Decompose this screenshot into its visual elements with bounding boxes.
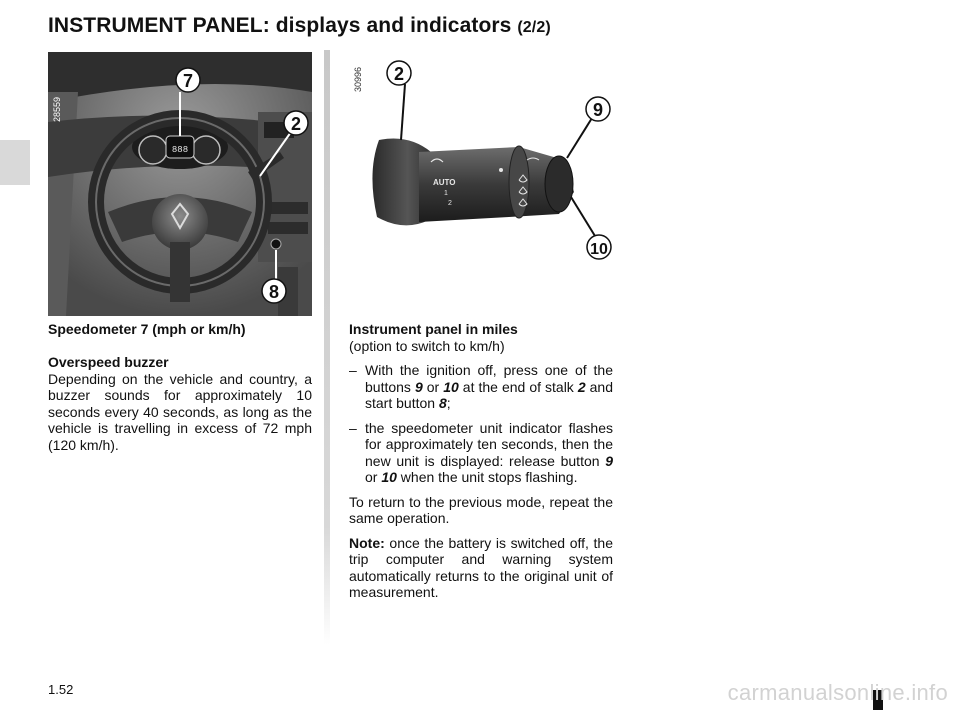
item-text: the speedometer unit indicator flashes for approximately ten seconds, then the new unit is displayed: release button [365, 419, 613, 469]
list-item [349, 420, 613, 486]
photo-ref-code: 28559 [52, 96, 62, 122]
callout-8-label: 8 [268, 282, 280, 302]
left-column [48, 321, 312, 453]
section-tab [0, 140, 30, 185]
dashboard-illustration [48, 52, 312, 316]
item-text: or [365, 469, 382, 485]
stalk-illustration [349, 52, 613, 316]
note-text: once the battery is switched off, the trip computer and warning system automatically returns to the original unit of measurement. [349, 534, 613, 600]
watermark: carmanualsonline.info [727, 680, 948, 705]
speedometer-heading: Speedometer 7 (mph or km/h) [48, 321, 246, 337]
button-ref-10: 10 [381, 469, 397, 485]
button-ref-9: 9 [605, 452, 613, 469]
overspeed-heading: Overspeed buzzer [48, 354, 169, 370]
cluster-display-text: 888 [171, 145, 189, 155]
item-text: at the end of stalk [458, 378, 578, 395]
stalk-label-1: 1 [444, 190, 448, 197]
note-label: Note: [349, 534, 385, 551]
column-divider [324, 50, 330, 645]
note-paragraph [349, 535, 613, 601]
item-text: With the ignition off, press one of the buttons [365, 362, 613, 395]
page-title-main: INSTRUMENT PANEL: displays and indicators [48, 14, 512, 37]
item-text: ; [446, 395, 451, 411]
page-title [48, 14, 551, 38]
item-text: and start button [365, 378, 613, 411]
callout-2-label: 2 [290, 114, 302, 134]
stalk-ref-code: 30996 [353, 66, 363, 92]
page-number: 1.52 [48, 682, 74, 697]
callout-7 [176, 68, 200, 92]
callout-2-stalk-label: 2 [393, 64, 405, 84]
item-text: or [422, 378, 444, 395]
stalk-ref-2: 2 [577, 378, 586, 395]
stalk-label-auto: AUTO [433, 178, 456, 187]
callout-9-label: 9 [592, 100, 604, 120]
callout-2 [284, 111, 308, 135]
return-text: To return to the previous mode, repeat the same operation. [349, 493, 613, 526]
right-column [349, 321, 613, 601]
stalk-drawing [349, 52, 613, 316]
stalk-label-2: 2 [448, 200, 452, 207]
callout-10 [587, 235, 611, 259]
callout-10-label: 10 [590, 241, 608, 258]
miles-subheading: (option to switch to km/h) [349, 337, 505, 354]
item-text: when the unit stops flashing. [396, 469, 578, 485]
overspeed-body: Depending on the vehicle and country, a buzzer sounds for approximately 10 seconds every 40 seconds, as long as the vehicle is travelling in excess of 72 mph (120 km/h). [48, 370, 312, 453]
callout-line-9 [567, 118, 592, 158]
button-ref-9: 9 [414, 378, 423, 395]
page-title-suffix: (2/2) [517, 19, 551, 36]
callout-8 [262, 279, 286, 303]
list-item [349, 362, 613, 412]
list-dash: – [349, 362, 357, 378]
button-ref-10: 10 [443, 378, 459, 395]
callout-line-10 [571, 197, 595, 236]
button-ref-8: 8 [438, 395, 447, 411]
spacer [48, 338, 312, 355]
callout-9 [586, 97, 610, 121]
callout-line-2-stalk [401, 84, 405, 140]
callout-7-label: 7 [182, 71, 194, 91]
list-dash: – [349, 419, 357, 436]
dashboard-photo [48, 52, 312, 316]
callout-2-stalk [387, 61, 411, 85]
miles-heading: Instrument panel in miles [349, 321, 518, 337]
